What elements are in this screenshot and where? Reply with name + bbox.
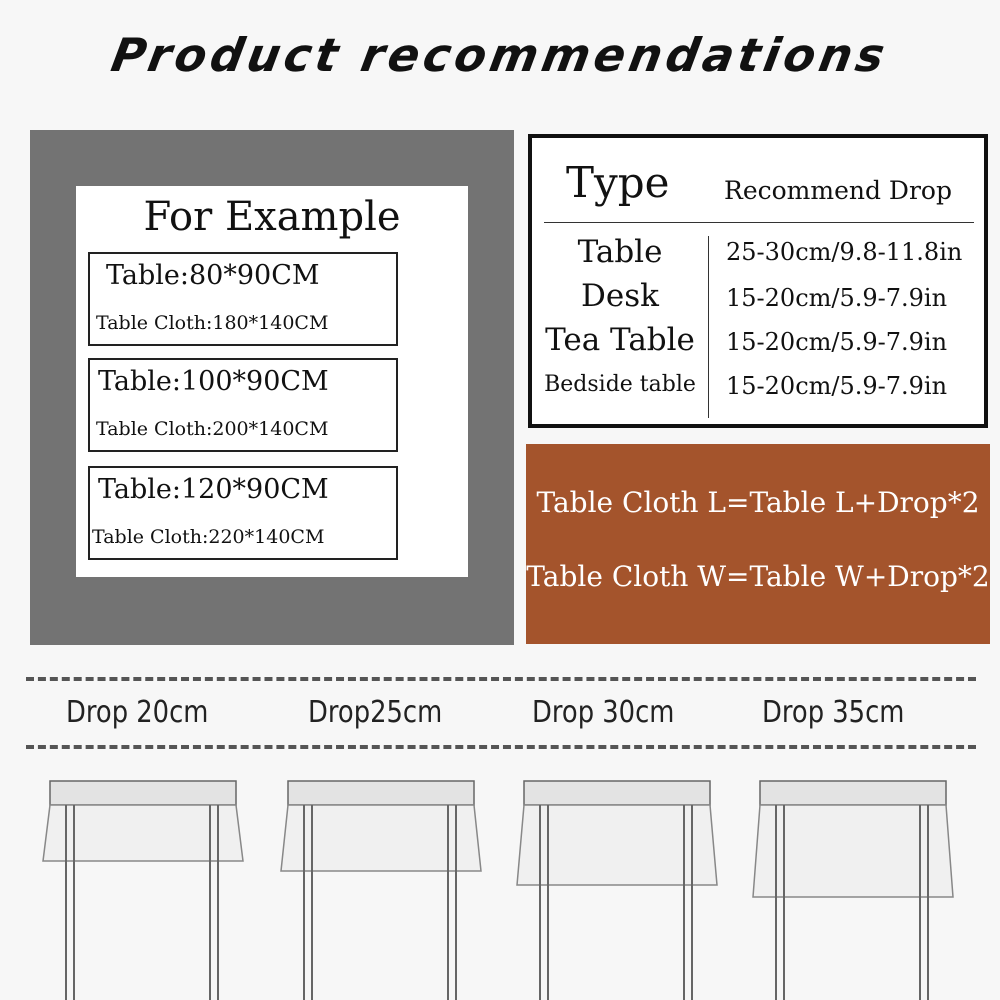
formula-width: Table Cloth W=Table W+Drop*2 — [526, 560, 990, 593]
table-drop-30-illustration — [512, 775, 722, 1000]
drop-column-header: Recommend Drop — [724, 176, 952, 205]
drop-label: Drop 35cm — [762, 695, 905, 730]
table-drop-35-illustration — [748, 775, 958, 1000]
drop-label: Drop25cm — [308, 695, 443, 730]
example-box-1 — [88, 252, 398, 346]
row-drop: 15-20cm/5.9-7.9in — [726, 372, 948, 400]
example-heading: For Example — [143, 194, 401, 240]
example-box-2 — [88, 358, 398, 452]
header-divider — [544, 222, 974, 223]
example-box-3 — [88, 466, 398, 560]
example-table-size: Table:100*90CM — [98, 366, 329, 397]
page-title: Product recommendations — [107, 28, 893, 82]
row-type: Tea Table — [545, 322, 695, 358]
example-table-size: Table:120*90CM — [98, 474, 329, 505]
example-table-size: Table:80*90CM — [106, 260, 320, 291]
row-drop: 15-20cm/5.9-7.9in — [726, 328, 948, 356]
row-type: Bedside table — [544, 372, 696, 397]
type-column-header: Type — [566, 158, 670, 207]
drop-illustrations — [0, 655, 1000, 1000]
example-panel — [30, 130, 514, 645]
recommend-drop-table — [528, 134, 988, 428]
column-divider — [708, 236, 709, 418]
example-card — [76, 186, 468, 577]
row-type: Table — [577, 234, 663, 270]
bottom-dashed-line — [26, 745, 976, 749]
row-type: Desk — [581, 278, 659, 314]
formula-length: Table Cloth L=Table L+Drop*2 — [536, 486, 980, 519]
example-cloth-size: Table Cloth:220*140CM — [92, 526, 325, 548]
formula-panel — [526, 444, 990, 644]
row-drop: 25-30cm/9.8-11.8in — [726, 238, 963, 266]
top-dashed-line — [26, 677, 976, 681]
drop-label: Drop 30cm — [532, 695, 675, 730]
example-cloth-size: Table Cloth:180*140CM — [96, 312, 329, 334]
table-drop-20-illustration — [38, 775, 248, 1000]
row-drop: 15-20cm/5.9-7.9in — [726, 284, 948, 312]
example-cloth-size: Table Cloth:200*140CM — [96, 418, 329, 440]
drop-label: Drop 20cm — [66, 695, 209, 730]
table-drop-25-illustration — [276, 775, 486, 1000]
